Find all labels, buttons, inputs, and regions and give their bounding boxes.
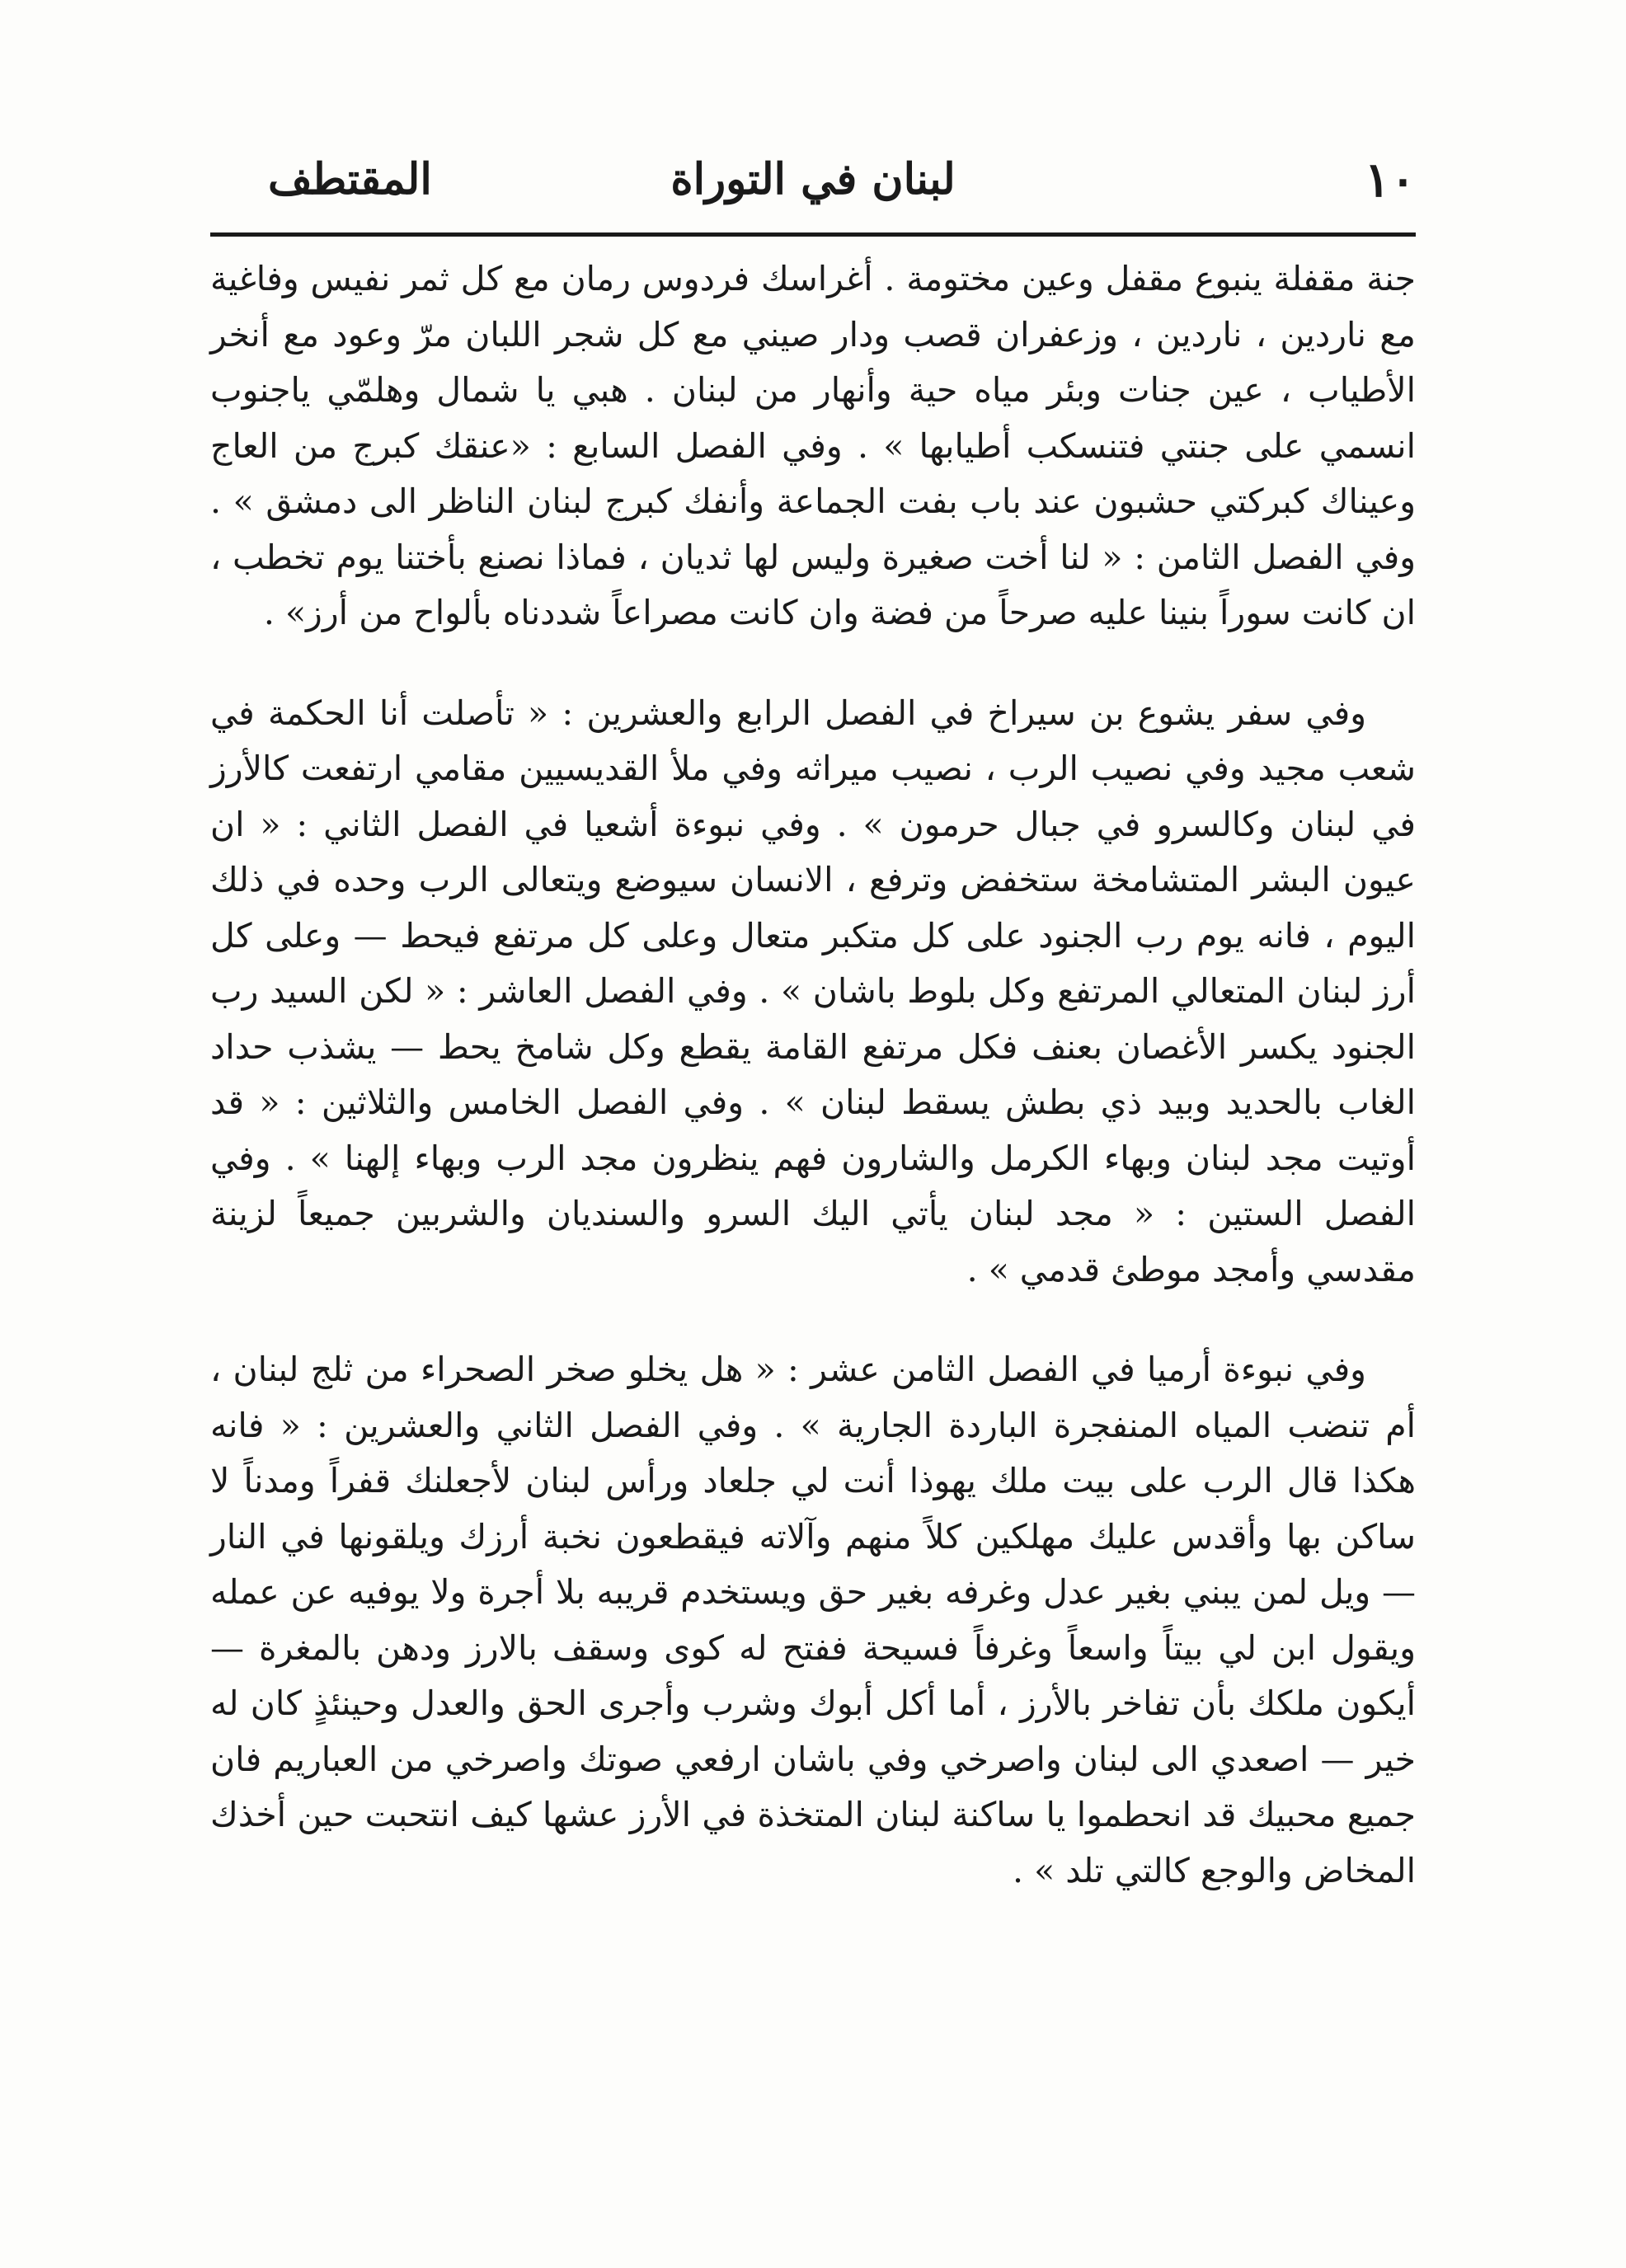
body-text [210,251,1416,1899]
page-header [210,147,1416,213]
page-number: ١٠ [1364,152,1416,208]
journal-name: المقتطف [268,154,432,204]
paragraph-1: جنة مقفلة ينبوع مقفل وعين مختومة . أغراسك فردوس رمان مع كل ثمر نفيس وفاغية مع ناردين ، ناردين ، وزعفران قصب ودار صيني مع كل شجر اللبان مرّ وعود مع أنخر الأطياب ، عين جنات وبئر مياه حية وأنهار من لبنان . هبي يا شمال وهلمّي ياجنوب انسمي على جنتي فتنسكب أطيابها » . وفي الفصل السابع : «عنقك كبرج من العاج وعيناك كبركتي حشبون عند باب بفت الجماعة وأنفك كبرج لبنان الناظر الى دمشق » . وفي الفصل الثامن : « لنا أخت صغيرة وليس لها ثديان ، فماذا نصنع بأختنا يوم تخطب ، ان كانت سوراً بنينا عليه صرحاً من فضة وان كانت مصراعاً شددناه بألواح من أرز» . [210,259,1416,632]
paragraph-3: وفي نبوءة أرميا في الفصل الثامن عشر : « هل يخلو صخر الصحراء من ثلج لبنان ، أم تنضب المياه المنفجرة الباردة الجارية » . وفي الفصل الثاني والعشرين : « فانه هكذا قال الرب على بيت ملك يهوذا أنت لي جلعاد ورأس لبنان لأجعلنك قفراً ومدناً لا ساكن بها وأقدس عليك مهلكين كلاً منهم وآلاته فيقطعون نخبة أرزك ويلقونها في النار — ويل لمن يبني بغير عدل وغرفه بغير حق ويستخدم قريبه بلا أجرة ولا يوفيه عن عمله ويقول ابن لي بيتاً واسعاً وغرفاً فسيحة ففتح له كوى وسقف بالارز ودهن بالمغرة — أيكون ملكك بأن تفاخر بالأرز ، أما أكل أبوك وشرب وأجرى الحق والعدل وحينئذٍ كان له خير — اصعدي الى لبنان واصرخي وفي باشان ارفعي صوتك واصرخي من العباريم فان جميع محبيك قد انحطموا يا ساكنة لبنان المتخذة في الأرز عشها كيف انتحبت حين أخذك المخاض والوجع كالتي تلد » . [210,1350,1416,1890]
header-rule [210,232,1416,237]
running-title: لبنان في التوراة [670,154,956,204]
paragraph-2: وفي سفر يشوع بن سيراخ في الفصل الرابع والعشرين : « تأصلت أنا الحكمة في شعب مجيد وفي نصيب الرب ، نصيب ميراثه وفي ملأ القديسيين مقامي ارتفعت كالأرز في لبنان وكالسرو في جبال حرمون » . وفي نبوءة أشعيا في الفصل الثاني : « ان عيون البشر المتشامخة ستخفض وترفع ، الانسان سيوضع ويتعالى الرب وحده في ذلك اليوم ، فانه يوم رب الجنود على كل متكبر متعال وعلى كل مرتفع فيحط — وعلى كل أرز لبنان المتعالي المرتفع وكل بلوط باشان » . وفي الفصل العاشر : « لكن السيد رب الجنود يكسر الأغصان بعنف فكل مرتفع القامة يقطع وكل شامخ يحط — يشذب حداد الغاب بالحديد وبيد ذي بطش يسقط لبنان » . وفي الفصل الخامس والثلاثين : « قد أوتيت مجد لبنان وبهاء الكرمل والشارون فهم ينظرون مجد الرب وبهاء إلهنا » . وفي الفصل الستين : « مجد لبنان يأتي اليك السرو والسنديان والشربين جميعاً لزينة مقدسي وأمجد موطئ قدمي » . [210,693,1416,1289]
